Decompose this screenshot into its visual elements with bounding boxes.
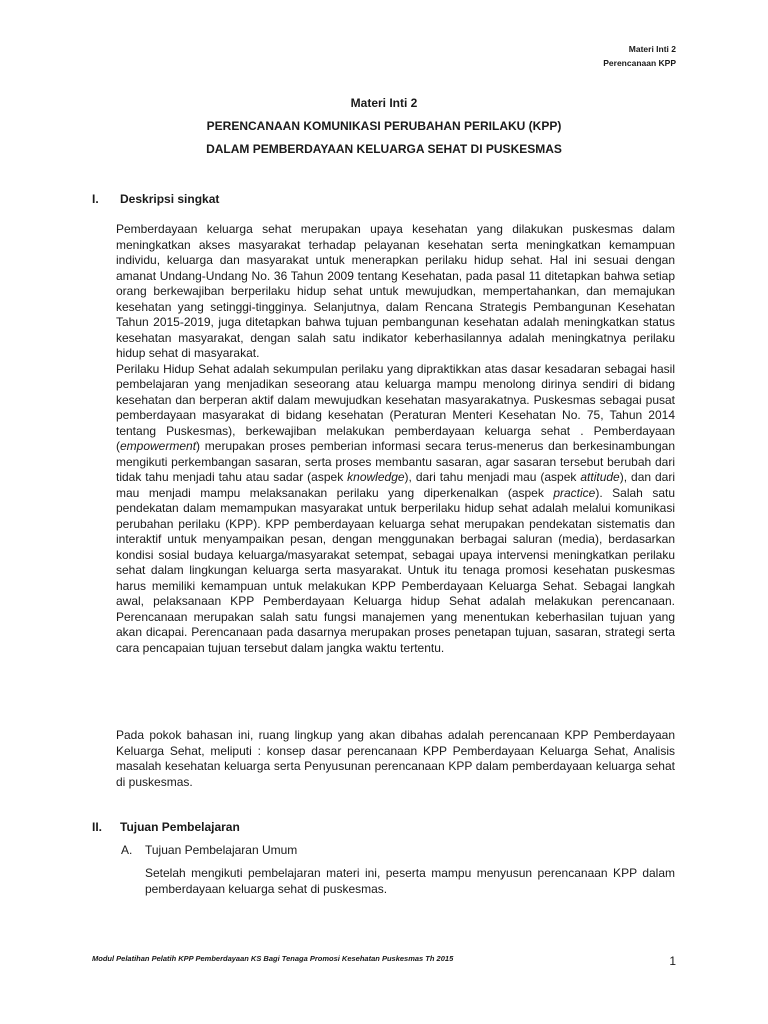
paragraph-2-text-3: ), dari tahu menjadi mau (aspek xyxy=(404,470,581,484)
section-2-number: II. xyxy=(92,820,103,834)
section-2-title: Tujuan Pembelajaran xyxy=(120,820,240,834)
section-1-number: I. xyxy=(92,192,99,206)
section-1-body xyxy=(116,222,675,656)
paragraph-1: Pemberdayaan keluarga sehat merupakan upaya kesehatan yang dilakukan puskesmas dalam meningkatkan akses masyarakat terhadap pelayanan kesehatan serta meningkatkan kemampuan individu, keluarga dan masyarakat untuk menerapkan perilaku hidup sehat. Hal ini sesuai dengan amanat Undang-Undang No. 36 Tahun 2009 tentang Kesehatan, pada pasal 11 ditetapkan bahwa setiap orang berkewajiban berperilaku hidup sehat untuk mewujudkan, mempertahankan, dan memajukan kesehatan yang setinggi-tingginya. Selanjutnya, dalam Rencana Strategis Pembangunan Kesehatan Tahun 2015-2019, juga ditetapkan bahwa tujuan pembangunan kesehatan adalah meningkatkan status kesehatan masyarakat, dengan salah satu indikator keberhasilannya adalah meningkatnya perilaku hidup sehat di masyarakat. xyxy=(116,222,675,360)
term-empowerment: empowerment xyxy=(120,439,197,453)
term-practice: practice xyxy=(553,485,596,500)
section-1-scope xyxy=(116,728,675,790)
section-2-heading xyxy=(92,820,240,834)
paragraph-2 xyxy=(116,362,675,657)
term-knowledge: knowledge xyxy=(347,470,405,484)
term-attitude: attitude xyxy=(580,470,620,484)
header-line-1: Materi Inti 2 xyxy=(628,44,676,54)
title-line-1: Materi Inti 2 xyxy=(350,96,418,110)
paragraph-4: Setelah mengikuti pembelajaran materi ini, peserta mampu menyusun perencanaan KPP dalam pemberdayaan keluarga sehat di puskesmas. xyxy=(145,866,675,896)
section-1-title: Deskripsi singkat xyxy=(120,192,220,206)
paragraph-2-text-4: ), dan dari mau menjadi mampu melaksanakan perilaku yang diperkenalkan (aspek xyxy=(116,470,676,500)
title-line-2: PERENCANAAN KOMUNIKASI PERUBAHAN PERILAKU (KPP) xyxy=(206,119,562,133)
title-line-3: DALAM PEMBERDAYAAN KELUARGA SEHAT DI PUSKESMAS xyxy=(206,142,562,156)
running-header xyxy=(603,42,676,70)
document-title xyxy=(0,96,768,165)
section-1-heading xyxy=(92,192,219,206)
subsection-a-title: Tujuan Pembelajaran Umum xyxy=(145,843,298,857)
paragraph-2-text-2: ) merupakan proses pemberian informasi secara terus-menerus dan berkesinambungan mengikuti perkembangan sasaran, serta proses membantu sasaran, agar sasaran tersebut berubah dari tidak tahu menjadi tahu atau sadar (aspek xyxy=(116,439,675,484)
subsection-a-body xyxy=(145,866,675,897)
page-number: 1 xyxy=(669,954,676,968)
paragraph-2-text-1: Perilaku Hidup Sehat adalah sekumpulan perilaku yang dipraktikkan atas dasar kesadaran sebagai hasil pembelajaran yang menjadikan seseorang atau keluarga mampu menolong dirinya sendiri di bidang kesehatan dan berperan aktif dalam mewujudkan kesehatan masyarakatnya. Puskesmas sebagai pusat pemberdayaan masyarakat di bidang kesehatan (Peraturan Menteri Kesehatan No. 75, Tahun 2014 tentang Puskesmas), berkewajiban melakukan pemberdayaan keluarga sehat . Pemberdayaan ( xyxy=(116,361,675,453)
paragraph-2-text-5: ). Salah satu pendekatan dalam memampukan masyarakat untuk berperilaku hidup sehat adalah melalui komunikasi perubahan perilaku (KPP). KPP pemberdayaan keluarga sehat merupakan pendekatan sistematis dan interaktif untuk menyampaikan pesan, dengan menggunakan berbagai saluran (media), berdasarkan kondisi sosial budaya keluarga/masyarakat setempat, sebagai upaya intervensi meningkatkan perilaku sehat dalam lingkungan keluarga serta masyarakat. Untuk itu tenaga promosi kesehatan puskesmas harus memiliki kemampuan untuk melakukan KPP Pemberdayaan Keluarga Sehat. Sebagai langkah awal, pelaksanaan KPP Pemberdayaan Keluarga hidup Sehat adalah melakukan perencanaan. Perencanaan merupakan salah satu fungsi manajemen yang menentukan keberhasilan tujuan yang akan dicapai. Perencanaan pada dasarnya merupakan proses penetapan tujuan, sasaran, strategi serta cara pencapaian tujuan tersebut dalam jangka waktu tertentu. xyxy=(116,485,676,655)
paragraph-3: Pada pokok bahasan ini, ruang lingkup yang akan dibahas adalah perencanaan KPP Pemberdayaan Keluarga Sehat, meliputi : konsep dasar perencanaan KPP Pemberdayaan Keluarga Sehat, Analisis masalah kesehatan keluarga serta Penyusunan perencanaan KPP dalam pemberdayaan keluarga sehat di puskesmas. xyxy=(116,728,675,789)
footer-text: Modul Pelatihan Pelatih KPP Pemberdayaan KS Bagi Tenaga Promosi Kesehatan Puskesmas Th 2015 xyxy=(92,954,454,963)
subsection-a-number: A. xyxy=(121,843,133,857)
subsection-a-heading xyxy=(121,843,297,857)
header-line-2: Perencanaan KPP xyxy=(603,58,676,68)
